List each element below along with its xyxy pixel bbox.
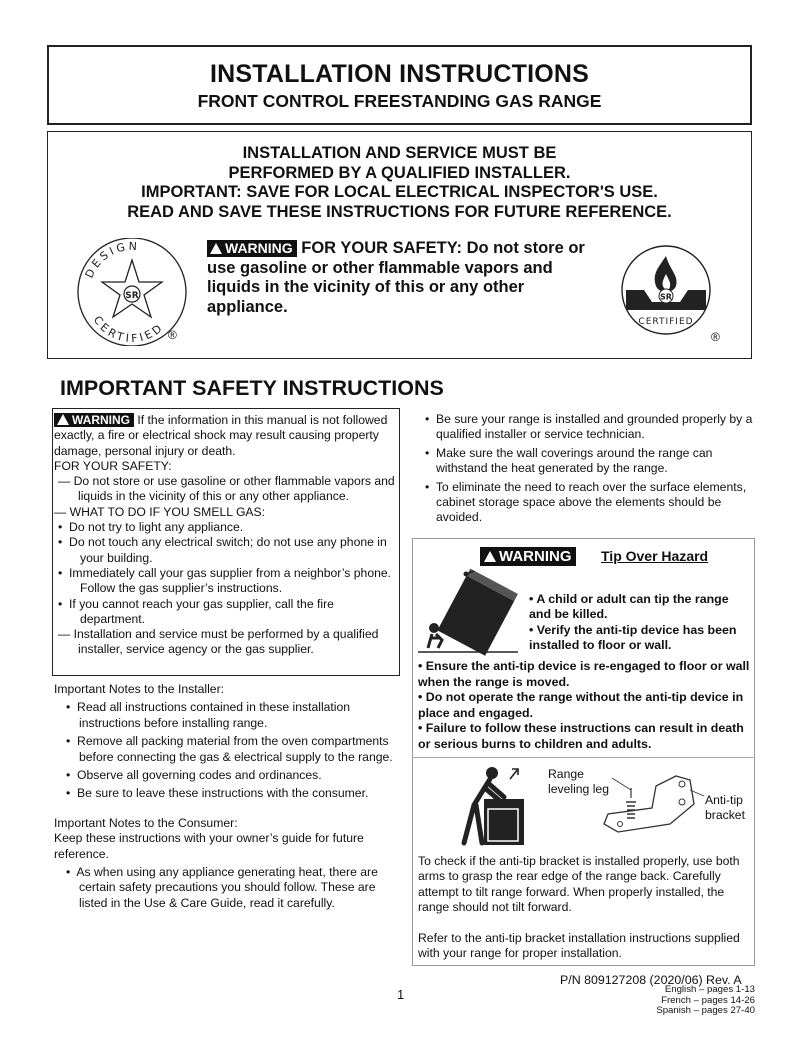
logo-left-registered: ®	[168, 328, 177, 342]
logo-right-registered: ®	[711, 330, 720, 344]
list-item: • Remove all packing material from the oven compartments before connecting the gas & electrical supply to the range.	[66, 734, 393, 764]
list-item: • To eliminate the need to reach over the surface elements, cabinet storage space above the elements should be avoided.	[425, 479, 747, 525]
title-box	[47, 45, 752, 125]
warning-triangle-icon	[57, 414, 69, 425]
notice-line: READ AND SAVE THESE INSTRUCTIONS FOR FUTURE REFERENCE.	[127, 202, 672, 221]
page-number: 1	[397, 987, 405, 1002]
list-item: • Immediately call your gas supplier from a neighbor’s phone. Follow the gas supplier’s instructions.	[58, 565, 392, 596]
list-item: • Do not touch any electrical switch; do not use any phone in your building.	[58, 535, 387, 565]
consumer-notes-title: Important Notes to the Consumer:	[54, 815, 238, 830]
bracket-label: Anti-tip bracket	[705, 793, 745, 822]
tip-items	[418, 659, 753, 752]
list-item: • As when using any appliance generating heat, there are certain safety precautions you should follow. These are listed in the Use & Care Guide, read it carefully.	[66, 865, 378, 910]
safety-warning	[207, 239, 592, 317]
list-item: • Failure to follow these instructions can result in death or serious burns to children and adults.	[418, 721, 744, 751]
person-check-illustration	[452, 765, 532, 847]
language-index: English – pages 1-13 French – pages 14-26 Spanish – pages 27-40	[656, 984, 755, 1017]
notice-line: INSTALLATION AND SERVICE MUST BE	[242, 144, 557, 162]
divider	[412, 757, 755, 758]
tip-short-items	[529, 592, 749, 653]
certified-logo	[612, 244, 724, 340]
list-item: • Verify the anti-tip device has been installed to floor or wall.	[529, 622, 737, 652]
dash-item: — Installation and service must be performed by a qualified installer, service agency or the gas supplier.	[58, 627, 379, 657]
tip-warning-badge: WARNING	[480, 547, 576, 566]
list-item: • Ensure the anti-tip device is re-engaged to floor or wall when the range is moved.	[418, 659, 750, 689]
logo-left-bottom-text: CERTIFIED	[90, 313, 167, 346]
refer-text: Refer to the anti-tip bracket installation instructions supplied with your range for proper installation.	[418, 930, 740, 961]
consumer-notes-intro: Keep these instructions with your owner’s guide for future reference.	[54, 831, 364, 861]
tipping-range-illustration	[418, 568, 523, 658]
logo-right-text: CERTIFIED	[638, 317, 694, 327]
list-item: • Be sure your range is installed and grounded properly by a qualified installer or service technician.	[425, 412, 753, 442]
list-item: • A child or adult can tip the range and be killed.	[529, 592, 729, 622]
left-warning-content	[54, 413, 400, 658]
list-item: • Observe all governing codes and ordinances.	[66, 768, 322, 783]
section-heading: IMPORTANT SAFETY INSTRUCTIONS	[60, 376, 444, 400]
part-number: P/N 809127208 (2020/06) Rev. A	[560, 973, 742, 987]
document-subtitle: FRONT CONTROL FREESTANDING GAS RANGE	[197, 91, 602, 111]
notice-line: PERFORMED BY A QUALIFIED INSTALLER.	[228, 163, 571, 182]
warning-badge: WARNING	[207, 240, 297, 257]
check-instructions	[418, 854, 748, 961]
dash-item: — Do not store or use gasoline or other flammable vapors and liquids in the vicinity of this or any other appliance.	[58, 474, 395, 504]
notice-line: IMPORTANT: SAVE FOR LOCAL ELECTRICAL INSPECTOR'S USE.	[141, 183, 658, 201]
for-your-safety: FOR YOUR SAFETY:	[54, 458, 172, 473]
tip-over-heading: Tip Over Hazard	[601, 548, 709, 564]
logo-left-top-text: DESIGN	[82, 239, 141, 281]
list-item: • Do not try to light any appliance.	[58, 520, 244, 535]
warning-triangle-icon	[210, 243, 222, 254]
anti-tip-bracket-illustration	[598, 768, 708, 840]
leg-label: Range leveling leg	[548, 767, 609, 796]
dash-item: — WHAT TO DO IF YOU SMELL GAS:	[54, 504, 266, 519]
warning-intro: If the information in this manual is not followed exactly, a fire or electrical shock may result causing property damage, personal injury or death.	[54, 413, 388, 458]
warning-badge: WARNING	[54, 413, 134, 427]
right-bullets	[413, 412, 753, 529]
list-item: • Make sure the wall coverings around the range can withstand the heat generated by the range.	[425, 445, 713, 476]
list-item: • Read all instructions contained in these installation instructions before installing range.	[66, 700, 351, 730]
warning-triangle-icon	[484, 551, 496, 562]
installer-notes-title: Important Notes to the Installer:	[54, 682, 225, 696]
list-item: • If you cannot reach your gas supplier, call the fire department.	[58, 596, 334, 626]
logo-left-mark: SR	[125, 291, 139, 301]
installer-notes	[54, 682, 404, 911]
safety-text: FOR YOUR SAFETY: Do not store or use gasoline or other flammable vapors and liquids in the vicinity of this or any other appliance.	[207, 239, 585, 316]
list-item: • Do not operate the range without the anti-tip device in place and engaged.	[418, 690, 744, 720]
document-title: INSTALLATION INSTRUCTIONS	[209, 60, 590, 88]
logo-right-mark: SR	[660, 292, 672, 302]
list-item: • Be sure to leave these instructions with the consumer.	[66, 786, 369, 801]
check-text: To check if the anti-tip bracket is installed properly, use both arms to grasp the rear edge of the range back. Carefully attempt to tilt range forward. When properly installed, the range should not tilt forward.	[418, 854, 740, 915]
